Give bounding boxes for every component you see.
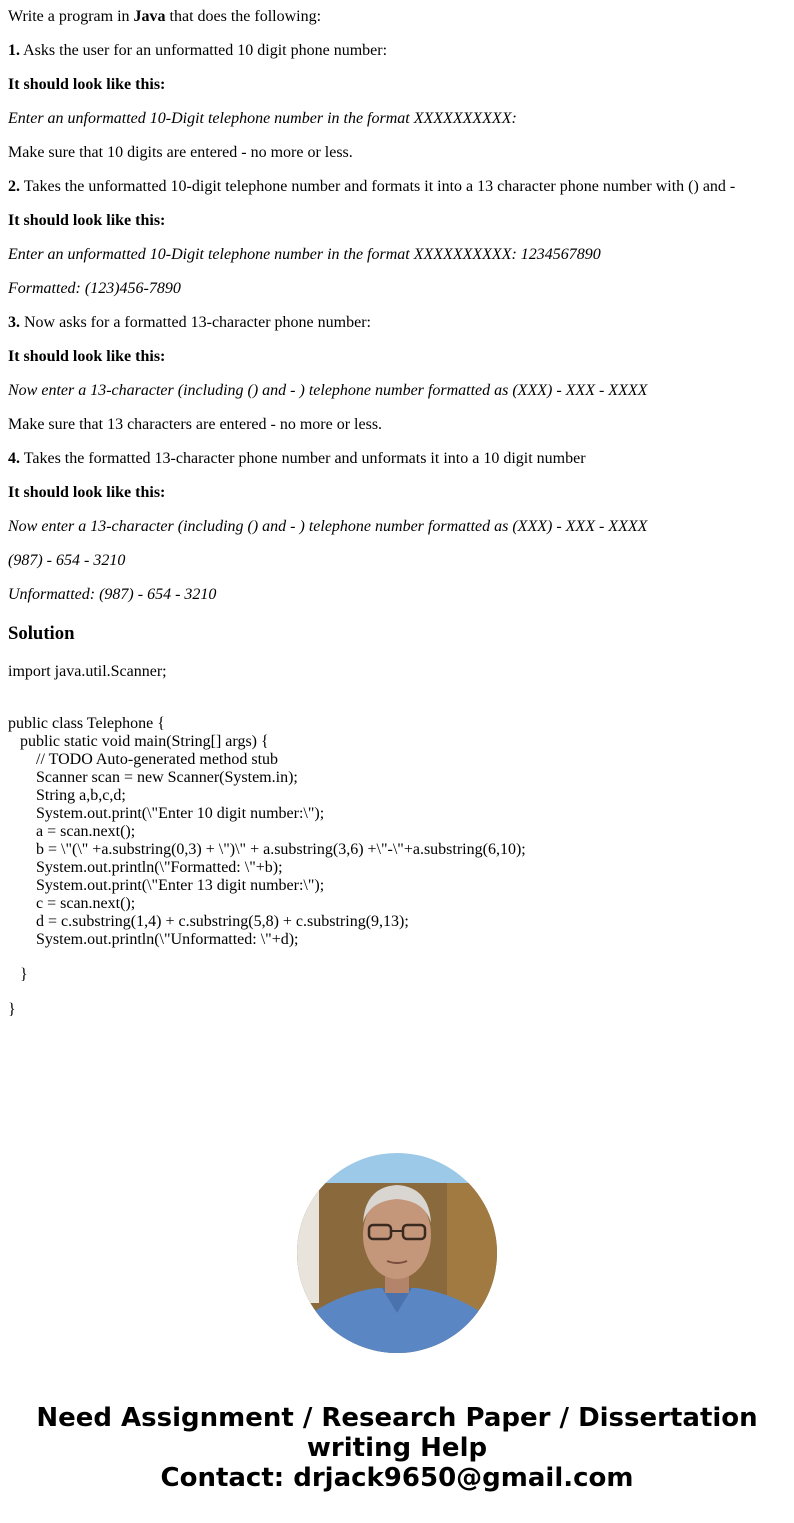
look-like-text-4: It should look like this:: [8, 484, 166, 501]
code-line: public class Telephone {: [8, 715, 165, 732]
unformatted-example-text: Unformatted: (987) - 654 - 3210: [8, 586, 217, 603]
step-1: [8, 42, 387, 60]
code-line: System.out.println(\"Unformatted: \"+d);: [8, 931, 299, 948]
code-line: import java.util.Scanner;: [8, 663, 167, 680]
look-like-text-2: It should look like this:: [8, 212, 166, 229]
input-example-text: (987) - 654 - 3210: [8, 552, 126, 569]
author-portrait: [297, 1153, 497, 1353]
intro-prefix: Write a program in: [8, 8, 134, 25]
look-like-text-1: It should look like this:: [8, 76, 166, 93]
unformatted-example: [8, 586, 216, 604]
look-like-heading-1: [8, 76, 165, 94]
look-like-text-3: It should look like this:: [8, 348, 166, 365]
code-line: d = c.substring(1,4) + c.substring(5,8) + c.substring(9,13);: [8, 913, 409, 930]
code-line: }: [8, 1001, 16, 1018]
step-3-number: 3.: [8, 314, 20, 331]
step-1-number: 1.: [8, 42, 20, 59]
prompt-text-4: Now enter a 13-character (including () and - ) telephone number formatted as (XXX) - XXX - XXXX: [8, 518, 648, 535]
portrait-wall-panel: [297, 1183, 319, 1303]
banner-line-2: writing Help: [306, 1433, 488, 1463]
code-line: Scanner scan = new Scanner(System.in);: [8, 769, 298, 786]
step-2-text: Takes the unformatted 10-digit telephone number and formats it into a 13 character phone number with () and -: [20, 178, 736, 195]
code-line: System.out.println(\"Formatted: \"+b);: [8, 859, 283, 876]
prompt-example-2: [8, 246, 601, 264]
rule-1: Make sure that 10 digits are entered - no more or less.: [8, 144, 353, 161]
look-like-heading-2: [8, 212, 165, 230]
code-line: }: [8, 966, 28, 983]
step-4: [8, 450, 586, 468]
formatted-example: [8, 280, 181, 298]
prompt-example-4: [8, 518, 647, 536]
step-4-text: Takes the formatted 13-character phone number and unformats it into a 10 digit number: [20, 450, 586, 467]
banner-line-1: Need Assignment / Research Paper / Dissertation: [36, 1403, 758, 1433]
step-2: [8, 178, 735, 196]
code-line: // TODO Auto-generated method stub: [8, 751, 279, 768]
prompt-example-3: [8, 382, 647, 400]
intro-paragraph: [8, 8, 321, 26]
prompt-example-1: [8, 110, 517, 128]
solution-heading: Solution: [8, 623, 75, 644]
step-1-text: Asks the user for an unformatted 10 digit phone number:: [20, 42, 388, 59]
banner-contact[interactable]: Contact: drjack9650@gmail.com: [160, 1463, 634, 1493]
code-line: c = scan.next();: [8, 895, 136, 912]
code-line: System.out.print(\"Enter 13 digit number:\");: [8, 877, 325, 894]
input-example: [8, 552, 125, 570]
help-banner: [0, 1403, 794, 1493]
code-line: String a,b,c,d;: [8, 787, 126, 804]
step-2-number: 2.: [8, 178, 20, 195]
prompt-text-1: Enter an unformatted 10-Digit telephone number in the format XXXXXXXXXX:: [8, 110, 517, 127]
rule-3: Make sure that 13 characters are entered - no more or less.: [8, 416, 383, 433]
prompt-text-2: Enter an unformatted 10-Digit telephone number in the format XXXXXXXXXX: 1234567890: [8, 246, 601, 263]
intro-lang: Java: [133, 8, 166, 25]
step-3: [8, 314, 371, 332]
step-3-text: Now asks for a formatted 13-character phone number:: [20, 314, 371, 331]
prompt-text-3: Now enter a 13-character (including () and - ) telephone number formatted as (XXX) - XXX - XXXX: [8, 382, 648, 399]
code-line: public static void main(String[] args) {: [8, 733, 269, 750]
formatted-example-text: Formatted: (123)456-7890: [8, 280, 181, 297]
portrait-illustration: [297, 1153, 497, 1353]
intro-suffix: that does the following:: [165, 8, 322, 25]
code-line: a = scan.next();: [8, 823, 136, 840]
code-line: b = \"(\" +a.substring(0,3) + \")\" + a.substring(3,6) +\"-\"+a.substring(6,10);: [8, 841, 526, 858]
step-4-number: 4.: [8, 450, 20, 467]
look-like-heading-4: [8, 484, 165, 502]
look-like-heading-3: [8, 348, 165, 366]
code-line: System.out.print(\"Enter 10 digit number:\");: [8, 805, 325, 822]
